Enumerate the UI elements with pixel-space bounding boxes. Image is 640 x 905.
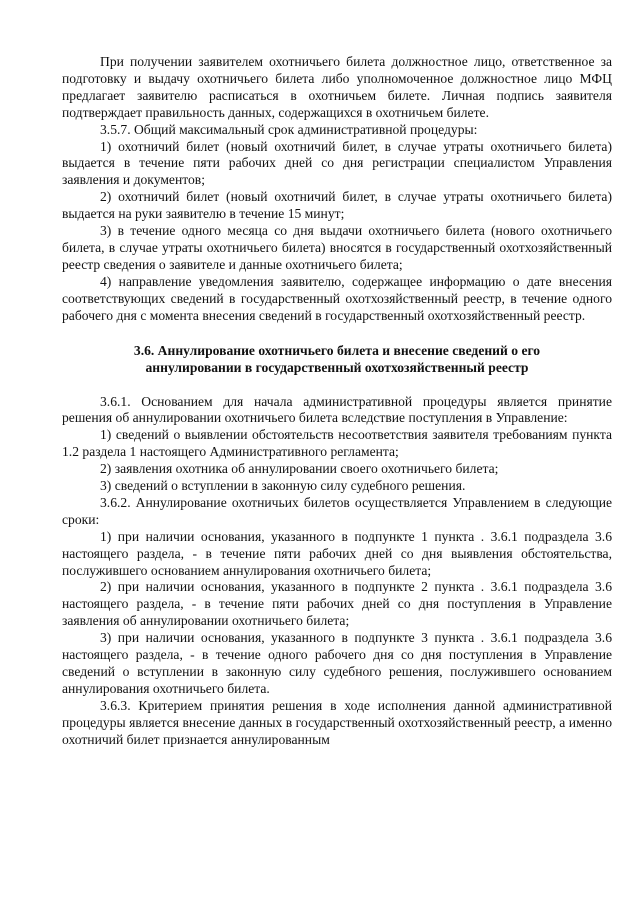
heading-line-1: 3.6. Аннулирование охотничьего билета и внесение сведений о его <box>133 342 541 358</box>
paragraph-3-6-3: 3.6.3. Критерием принятия решения в ходе исполнения данной административной процедуры является внесение данных в государственный охотхозяйственный реестр, а именно охотничий билет признается аннулированным <box>62 697 612 747</box>
list-item-3-6-2-1: 1) при наличии основания, указанного в подпункте 1 пункта . 3.6.1 подраздела 3.6 настоящего раздела, - в течение пяти рабочих дней со дня выявления обстоятельства, послужившего основанием аннулирования охотничьего билета; <box>62 528 612 578</box>
list-item-3-6-1-2: 2) заявления охотника об аннулировании своего охотничьего билета; <box>100 461 499 477</box>
paragraph-3-6-2: 3.6.2. Аннулирование охотничьих билетов осуществляется Управлением в следующие сроки: <box>62 494 612 527</box>
section-heading-3-6 <box>62 342 612 376</box>
section-3-6 <box>62 394 612 749</box>
heading-line-2: аннулировании в государственный охотхозяйственный реестр <box>145 359 529 375</box>
list-item-3-6-1-3: 3) сведений о вступлении в законную силу судебного решения. <box>100 478 466 494</box>
list-item-2: 2) охотничий билет (новый охотничий билет, в случае утраты охотничьего билета) выдается на руки заявителю в течение 15 минут; <box>62 189 612 222</box>
paragraph-signature-note: При получении заявителем охотничьего билета должностное лицо, ответственное за подготовку и выдачу охотничьего билета либо уполномоченное должностное лицо МФЦ предлагает заявителю расписаться в охотничьем билете. Личная подпись заявителя подтверждает правильность данных, содержащихся в охотничьем билете. <box>62 54 612 120</box>
page-content <box>62 54 612 749</box>
list-item-3-6-1-1: 1) сведений о выявлении обстоятельств несоответствия заявителя требованиям пункта 1.2 раздела 1 настоящего Административного регламента; <box>62 427 612 460</box>
section-3-5-7 <box>62 54 612 325</box>
list-item-3: 3) в течение одного месяца со дня выдачи охотничьего билета (нового охотничьего билета, в случае утраты охотничьего билета) вносятся в государственный охотхозяйственный реестр сведения о заявителе и данные охотничьего билета; <box>62 223 612 272</box>
list-item-1: 1) охотничий билет (новый охотничий билет, в случае утраты охотничьего билета) выдается в течение пяти рабочих дней со дня регистрации специалистом Управления заявления и документов; <box>62 138 612 188</box>
list-item-3-6-2-3: 3) при наличии основания, указанного в подпункте 3 пункта . 3.6.1 подраздела 3.6 настоящего раздела, - в течение одного рабочего дня со дня поступления в Управление сведений о вступлении в законную силу судебного решения, послужившего основанием аннулирования охотничьего билета. <box>62 630 612 696</box>
list-item-4: 4) направление уведомления заявителю, содержащее информацию о дате внесения соответствующих сведений в государственный охотхозяйственный реестр, в течение одного рабочего дня с момента внесения сведений в государственный охотхозяйственный реестр. <box>62 273 612 323</box>
list-item-3-6-2-2: 2) при наличии основания, указанного в подпункте 2 пункта . 3.6.1 подраздела 3.6 настоящего раздела, - в течение пяти рабочих дней со дня поступления в Управление заявления об аннулировании охотничьего билета; <box>62 579 612 629</box>
paragraph-3-6-1: 3.6.1. Основанием для начала административной процедуры является принятие решения об аннулировании охотничьего билета вследствие поступления в Управление: <box>62 393 612 426</box>
paragraph-3-5-7-title: 3.5.7. Общий максимальный срок административной процедуры: <box>100 121 478 137</box>
